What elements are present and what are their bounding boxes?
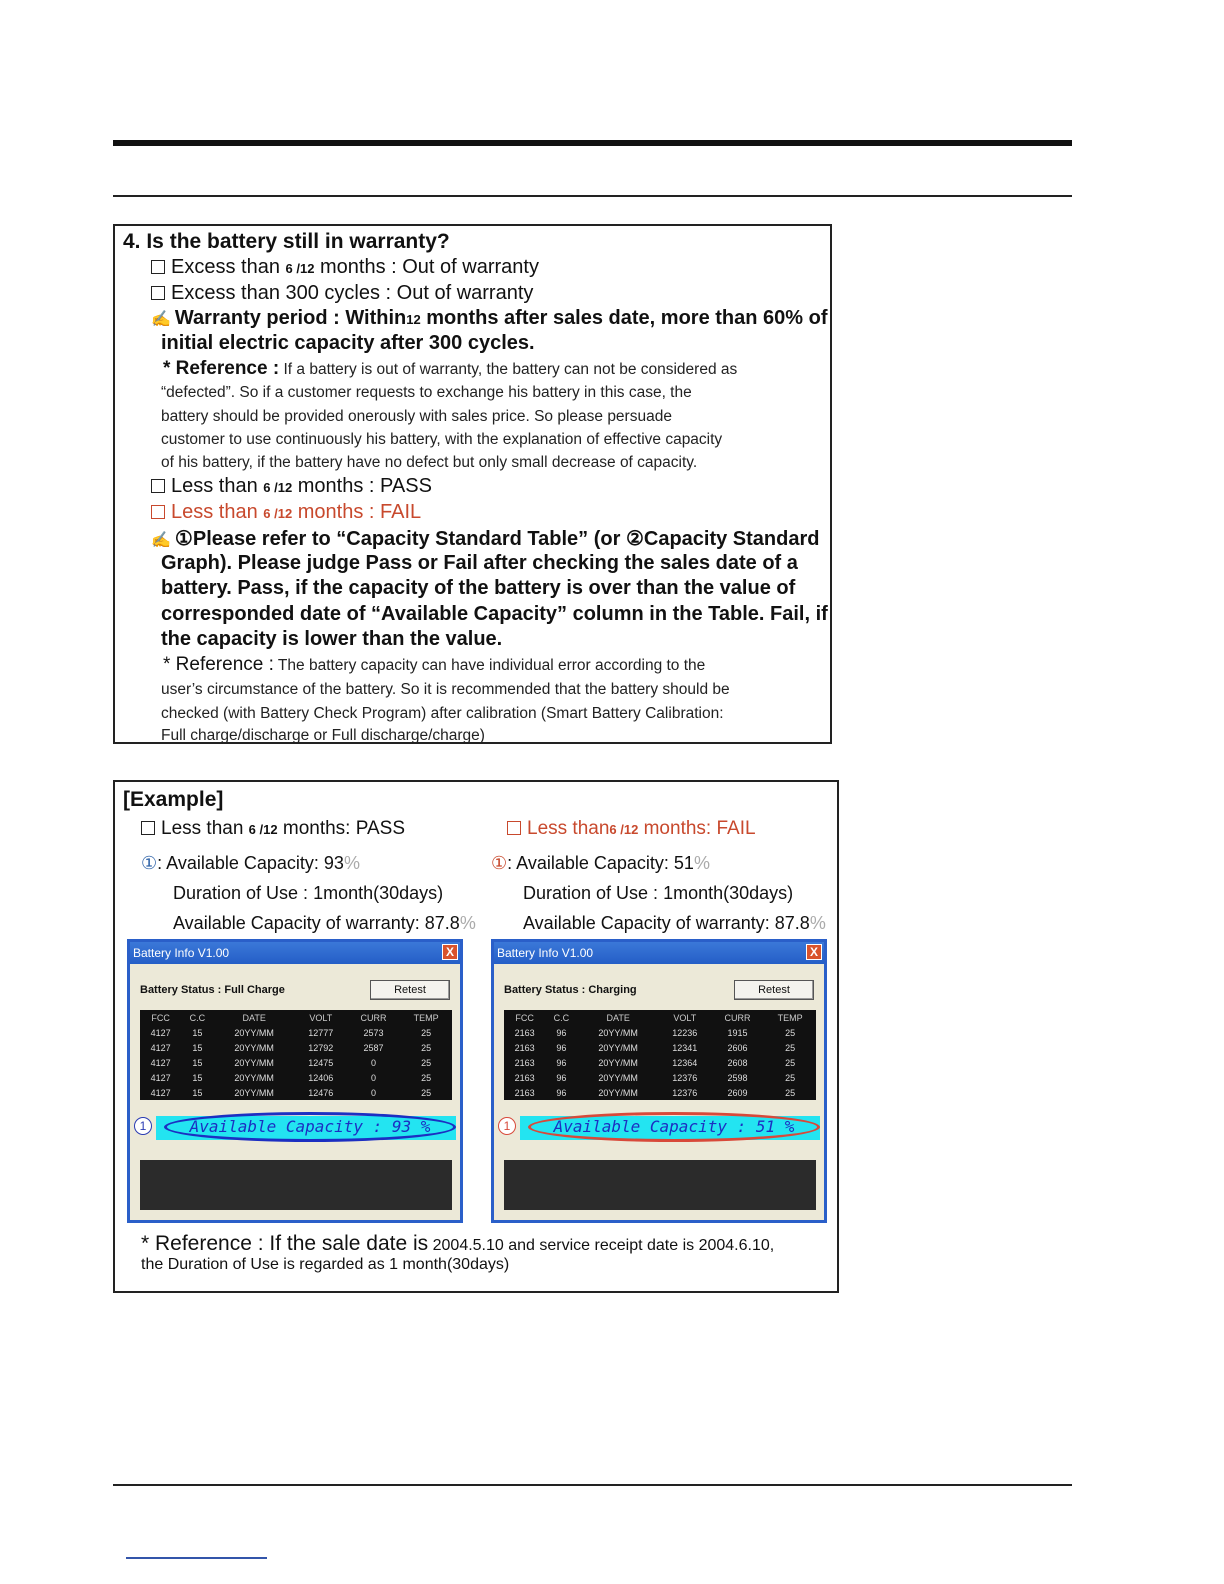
- battery-status: Battery Status : Full Charge: [140, 984, 285, 996]
- judgement-line4: corresponded date of “Available Capacity” column in the Table. Fail, if: [161, 603, 828, 625]
- checkbox-icon: [151, 260, 165, 274]
- checkbox-icon: [151, 479, 165, 493]
- table-row: 2163 96 20YY/MM 12376 2598 25: [514, 1072, 796, 1083]
- reference-2-line4: Full charge/discharge or Full discharge/charge): [161, 727, 485, 744]
- reference-1-line3: battery should be provided onerously with sales price. So please persuade: [161, 408, 672, 425]
- battery-data-grid: [504, 1010, 816, 1100]
- checkbox-icon: [151, 505, 165, 519]
- retest-button[interactable]: Retest: [734, 980, 814, 1000]
- warranty-period-line2: initial electric capacity after 300 cycles.: [161, 332, 535, 354]
- callout-number: 1: [134, 1117, 152, 1135]
- window-titlebar: Battery Info V1.00 X: [494, 942, 824, 964]
- left-available-capacity: ①: Available Capacity: 93%: [141, 853, 360, 873]
- reference-1: * Reference : If a battery is out of warranty, the battery can not be considered as: [163, 358, 738, 379]
- header-thin-rule: [113, 195, 1072, 197]
- right-warranty-capacity: Available Capacity of warranty: 87.8%: [523, 913, 826, 933]
- table-row: 4127 15 20YY/MM 12406 0 25: [150, 1072, 432, 1083]
- table-row: 4127 15 20YY/MM 12792 2587 25: [150, 1042, 432, 1053]
- retest-button[interactable]: Retest: [370, 980, 450, 1000]
- warranty-check-box: [113, 224, 832, 744]
- judgement-line2: Graph). Please judge Pass or Fail after checking the sales date of a: [161, 552, 798, 574]
- table-row: 4127 15 20YY/MM 12777 2573 25: [150, 1027, 432, 1038]
- right-available-capacity: ①: Available Capacity: 51%: [491, 853, 710, 873]
- message-panel: [140, 1160, 452, 1210]
- judgement-instructions: ✍ ①Please refer to “Capacity Standard Table” (or ②Capacity Standard: [151, 528, 820, 550]
- table-row: 4127 15 20YY/MM 12476 0 25: [150, 1087, 432, 1098]
- section-heading: 4. Is the battery still in warranty?: [123, 230, 450, 253]
- right-duration: Duration of Use : 1month(30days): [523, 883, 794, 903]
- left-warranty-capacity: Available Capacity of warranty: 87.8%: [173, 913, 476, 933]
- checkbox-icon: [507, 821, 521, 835]
- reference-2-line2: user’s circumstance of the battery. So it is recommended that the battery should be: [161, 681, 730, 698]
- example-reference-line2: the Duration of Use is regarded as 1 month(30days): [141, 1256, 510, 1273]
- table-row: 2163 96 20YY/MM 12341 2606 25: [514, 1042, 796, 1053]
- available-capacity-highlight: [498, 1112, 820, 1144]
- option-pass: Less than 6 /12 months : PASS: [151, 475, 432, 498]
- left-duration: Duration of Use : 1month(30days): [173, 883, 444, 903]
- callout-number: 1: [498, 1117, 516, 1135]
- footer-rule: [113, 1484, 1072, 1486]
- pointing-hand-icon: ✍: [151, 532, 171, 549]
- grid-header-row: FCC C.C DATE VOLT CURR TEMP: [515, 1012, 803, 1023]
- battery-data-grid: [140, 1010, 452, 1100]
- window-titlebar: Battery Info V1.00 X: [130, 942, 460, 964]
- option-excess-cycles: Excess than 300 cycles : Out of warranty: [151, 282, 533, 305]
- table-row: 2163 96 20YY/MM 12364 2608 25: [514, 1057, 796, 1068]
- grid-header-row: FCC C.C DATE VOLT CURR TEMP: [151, 1012, 439, 1023]
- table-row: 2163 96 20YY/MM 12376 2609 25: [514, 1087, 796, 1098]
- example-title: [Example]: [123, 788, 224, 811]
- message-panel: [504, 1160, 816, 1210]
- reference-2-line3: checked (with Battery Check Program) after calibration (Smart Battery Calibration:: [161, 705, 724, 722]
- judgement-line5: the capacity is lower than the value.: [161, 628, 503, 650]
- reference-1-line5: of his battery, if the battery have no defect but only small decrease of capacity.: [161, 454, 698, 471]
- reference-1-line4: customer to use continuously his battery, with the explanation of effective capacity: [161, 431, 723, 448]
- available-capacity-highlight: [134, 1112, 456, 1144]
- table-row: 4127 15 20YY/MM 12475 0 25: [150, 1057, 432, 1068]
- battery-status: Battery Status : Charging: [504, 984, 637, 996]
- left-status-pass: Less than 6 /12 months: PASS: [141, 818, 405, 840]
- checkbox-icon: [141, 821, 155, 835]
- warranty-period: ✍ Warranty period : Within12 months after sales date, more than 60% of: [151, 307, 828, 329]
- close-icon[interactable]: X: [442, 944, 458, 960]
- battery-info-window-fail: [491, 939, 827, 1223]
- right-status-fail: Less than6 /12 months: FAIL: [507, 818, 756, 840]
- footer-link-underline: [126, 1557, 267, 1559]
- option-fail: Less than 6 /12 months : FAIL: [151, 501, 421, 524]
- capacity-text: Available Capacity : 51 %: [553, 1117, 795, 1136]
- header-thick-rule: [113, 140, 1072, 146]
- judgement-line3: battery. Pass, if the capacity of the battery is over than the value of: [161, 577, 796, 599]
- capacity-text: Available Capacity : 93 %: [189, 1117, 431, 1136]
- example-box: [113, 780, 839, 1293]
- battery-info-window-pass: [127, 939, 463, 1223]
- reference-1-line2: “defected”. So if a customer requests to exchange his battery in this case, the: [161, 384, 692, 401]
- option-excess-months: Excess than 6 /12 months : Out of warranty: [151, 256, 539, 279]
- close-icon[interactable]: X: [806, 944, 822, 960]
- table-row: 2163 96 20YY/MM 12236 1915 25: [514, 1027, 796, 1038]
- reference-2: * Reference : The battery capacity can have individual error according to the: [163, 654, 706, 675]
- example-reference: * Reference : If the sale date is 2004.5.10 and service receipt date is 2004.6.10, the Duration of Use is regarded as 1 month(30days): [141, 1232, 775, 1273]
- checkbox-icon: [151, 286, 165, 300]
- pointing-hand-icon: ✍: [151, 311, 171, 328]
